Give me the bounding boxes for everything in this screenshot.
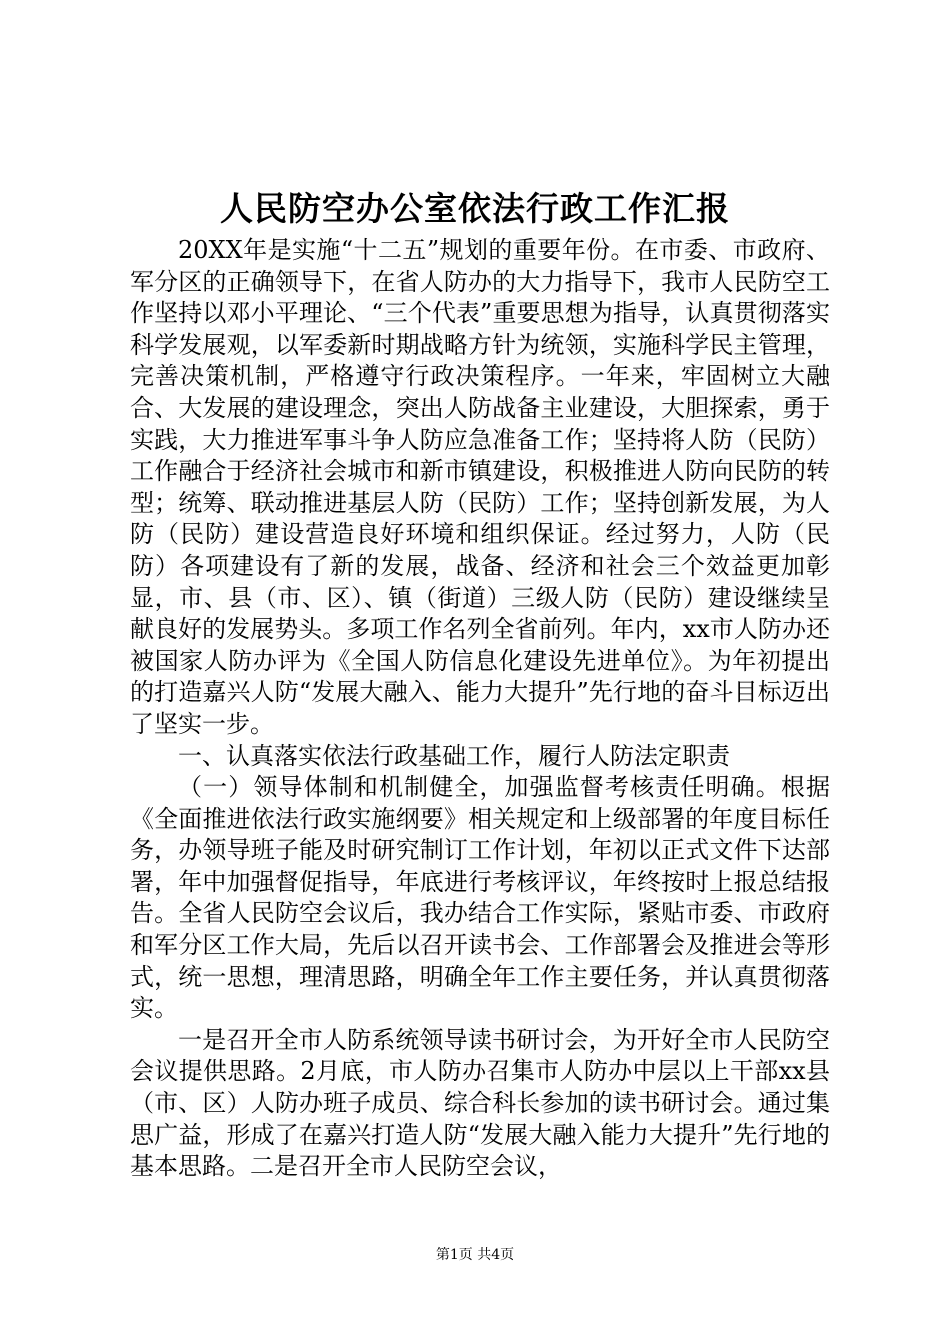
- section-heading: 一、认真落实依法行政基础工作，履行人防法定职责: [178, 741, 730, 770]
- document-body: [130, 235, 830, 1183]
- subsection-paragraph: （一）领导体制和机制健全，加强监督考核责任明确。根据《全面推进依法行政实施纲要》相关规定和上级部署的年度目标任务，办领导班子能及时研究制订工作计划，年初以正式文件下达部署，年中加强督促指导，年底进行考核评议，年终按时上报总结报告。全省人民防空会议后，我办结合工作实际，紧贴市委、市政府和军分区工作大局，先后以召开读书会、工作部署会及推进会等形式，统一思想，理清思路，明确全年工作主要任务，并认真贯彻落实。: [130, 773, 830, 1023]
- intro-paragraph: 20XX年是实施“十二五”规划的重要年份。在市委、市政府、军分区的正确领导下，在省人防办的大力指导下，我市人民防空工作坚持以邓小平理论、“三个代表”重要思想为指导，认真贯彻落实科学发展观，以军委新时期战略方针为统领，实施科学民主管理，完善决策机制，严格遵守行政决策程序。一年来，牢固树立大融合、大发展的建设理念，突出人防战备主业建设，大胆探索，勇于实践，大力推进军事斗争人防应急准备工作；坚持将人防（民防）工作融合于经济社会城市和新市镇建设，积极推进人防向民防的转型；统筹、联动推进基层人防（民防）工作；坚持创新发展，为人防（民防）建设营造良好环境和组织保证。经过努力，人防（民防）各项建设有了新的发展，战备、经济和社会三个效益更加彰显，市、县（市、区）、镇（街道）三级人防（民防）建设继续呈献良好的发展势头。多项工作名列全省前列。年内，xx市人防办还被国家人防办评为《全国人防信息化建设先进单位》。为年初提出的打造嘉兴人防“发展大融入、能力大提升”先行地的奋斗目标迈出了坚实一步。: [130, 236, 830, 738]
- document-title: 人民防空办公室依法行政工作汇报: [220, 189, 730, 228]
- page-footer: 第1页 共4页: [435, 1247, 515, 1263]
- detail-paragraph: 一是召开全市人防系统领导读书研讨会，为开好全市人民防空会议提供思路。2月底，市人防办召集市人防办中层以上干部xx县（市、区）人防办班子成员、综合科长参加的读书研讨会。通过集思广益，形成了在嘉兴打造人防“发展大融入能力大提升”先行地的基本思路。二是召开全市人民防空会议，: [130, 1025, 830, 1181]
